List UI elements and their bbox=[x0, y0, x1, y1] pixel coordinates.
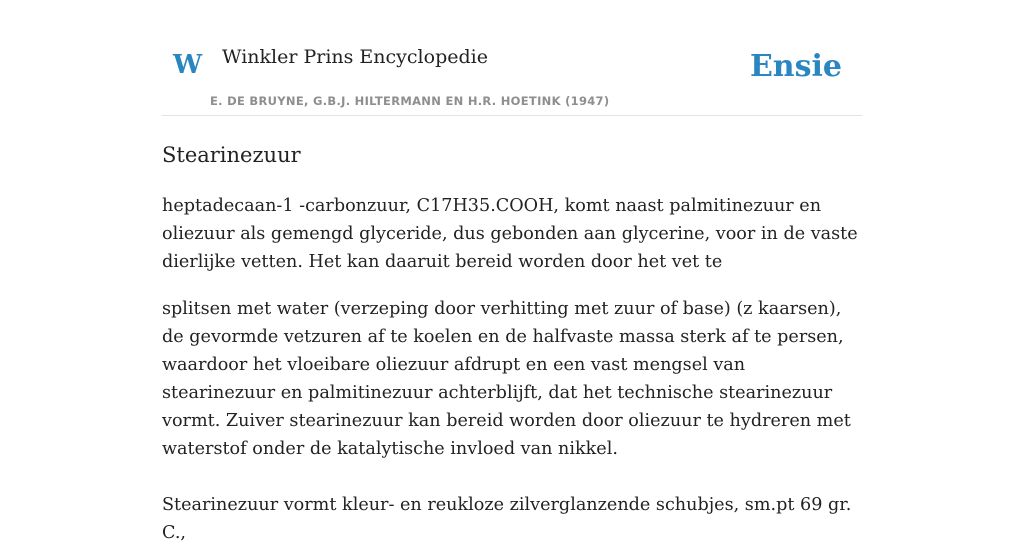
article-title: Stearinezuur bbox=[162, 143, 301, 167]
article-paragraph-2: splitsen met water (verzeping door verhitting met zuur of base) (z kaarsen), de gevormde vetzuren af te koelen en de halfvaste massa sterk af te persen, waardoor het vloeibare oliezuur afdrupt en een vast mengsel van stearinezuur en palmitinezuur achterblijft, dat het technische stearinezuur vormt. Zuiver stearinezuur kan bereid worden door oliezuur te hydreren met waterstof onder de katalytische invloed van nikkel. bbox=[162, 299, 851, 459]
article-paragraph-3: Stearinezuur vormt kleur- en reukloze zilverglanzende schubjes, sm.pt 69 gr. C., bbox=[162, 495, 852, 543]
winkler-prins-logo[interactable]: W bbox=[173, 50, 203, 80]
site-header bbox=[162, 0, 862, 116]
publication-authors: E. DE BRUYNE, G.B.J. HILTERMANN EN H.R. HOETINK (1947) bbox=[210, 94, 610, 108]
article-paragraph-1: heptadecaan-1 -carbonzuur, C17H35.COOH, komt naast palmitinezuur en oliezuur als gemengd glyceride, dus gebonden aan glycerine, voor in de vaste dierlijke vetten. Het kan daaruit bereid worden door het vet te bbox=[162, 196, 858, 272]
ensie-brand-logo[interactable]: Ensie bbox=[749, 49, 842, 84]
publication-title[interactable]: Winkler Prins Encyclopedie bbox=[222, 46, 488, 68]
page-container bbox=[162, 0, 862, 547]
